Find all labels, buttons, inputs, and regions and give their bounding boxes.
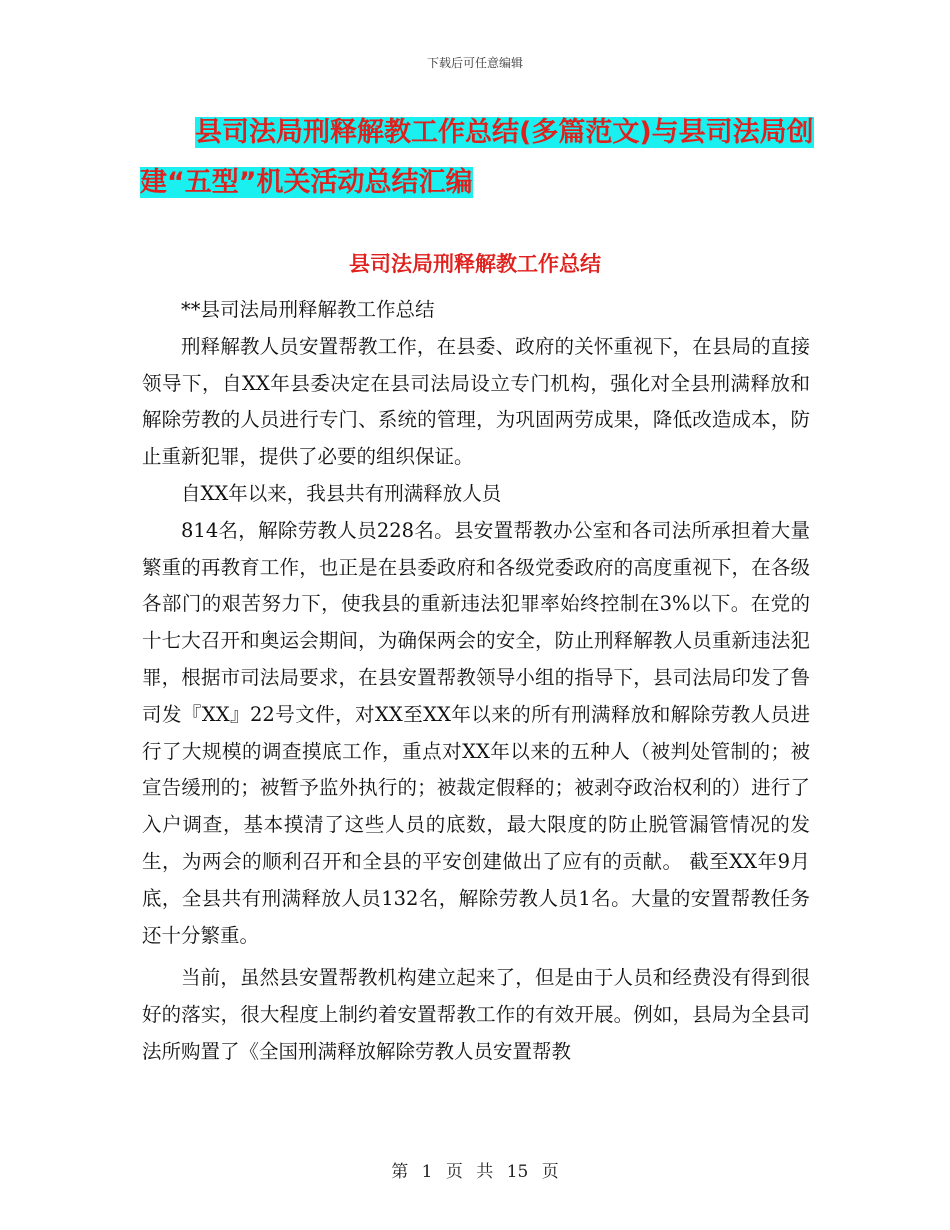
paragraph-4: 814名，解除劳教人员228名。县安置帮教办公室和各司法所承担着大量繁重的再教育工作，也正是在县委政府和各级党委政府的高度重视下，在各级各部门的艰苦努力下，使我县的重新违法犯罪率始终控制在3%以下。在党的十七大召开和奥运会期间，为确保两会的安全，防止刑释解教人员重新违法犯罪，根据市司法局要求，在县安置帮教领导小组的指导下，县司法局印发了鲁司发『XX』22号文件，对XX至XX年以来的所有刑满释放和解除劳教人员进行了大规模的调查摸底工作，重点对XX年以来的五种人（被判处管制的；被宣告缓刑的；被暂予监外执行的；被裁定假释的；被剥夺政治权利的）进行了入户调查，基本摸清了这些人员的底数，最大限度的防止脱管漏管情况的发生，为两会的顺利召开和全县的平安创建做出了应有的贡献。 截至XX年9月底，全县共有刑满释放人员132名，解除劳教人员1名。大量的安置帮教任务还十分繁重。 bbox=[142, 518, 810, 947]
title-line-2: 建“五型”机关活动总结汇编 bbox=[140, 167, 473, 198]
paragraph-3: 自XX年以来，我县共有刑满释放人员 bbox=[181, 481, 502, 505]
title-line-1: 县司法局刑释解教工作总结(多篇范文)与县司法局创 bbox=[195, 117, 814, 148]
paragraph-1: **县司法局刑释解教工作总结 bbox=[181, 298, 435, 321]
header-note: 下载后可任意编辑 bbox=[426, 56, 523, 70]
paragraph-5: 当前，虽然县安置帮教机构建立起来了，但是由于人员和经费没有得到很好的落实，很大程度上制约着安置帮教工作的有效开展。例如，县局为全县司法所购置了《全国刑满释放解除劳教人员安置帮教 bbox=[142, 966, 810, 1063]
page-total: 15 bbox=[506, 1162, 529, 1182]
paragraph-2: 刑释解教人员安置帮教工作，在县委、政府的关怀重视下，在县局的直接领导下，自XX年县委决定在县司法局设立专门机构，强化对全县刑满释放和解除劳教的人员进行专门、系统的管理，为巩固两劳成果，降低改造成本，防止重新犯罪，提供了必要的组织保证。 bbox=[142, 334, 810, 469]
document-title bbox=[140, 108, 820, 208]
footer-mid: 页 bbox=[445, 1162, 463, 1182]
footer-suffix: 页 bbox=[541, 1162, 559, 1182]
footer-total-prefix: 共 bbox=[476, 1162, 494, 1182]
page-footer bbox=[0, 1157, 950, 1182]
footer-prefix: 第 bbox=[391, 1162, 409, 1182]
section-title: 县司法局刑释解教工作总结 bbox=[349, 252, 601, 276]
body-text bbox=[142, 292, 810, 1071]
page-number: 1 bbox=[421, 1162, 433, 1182]
